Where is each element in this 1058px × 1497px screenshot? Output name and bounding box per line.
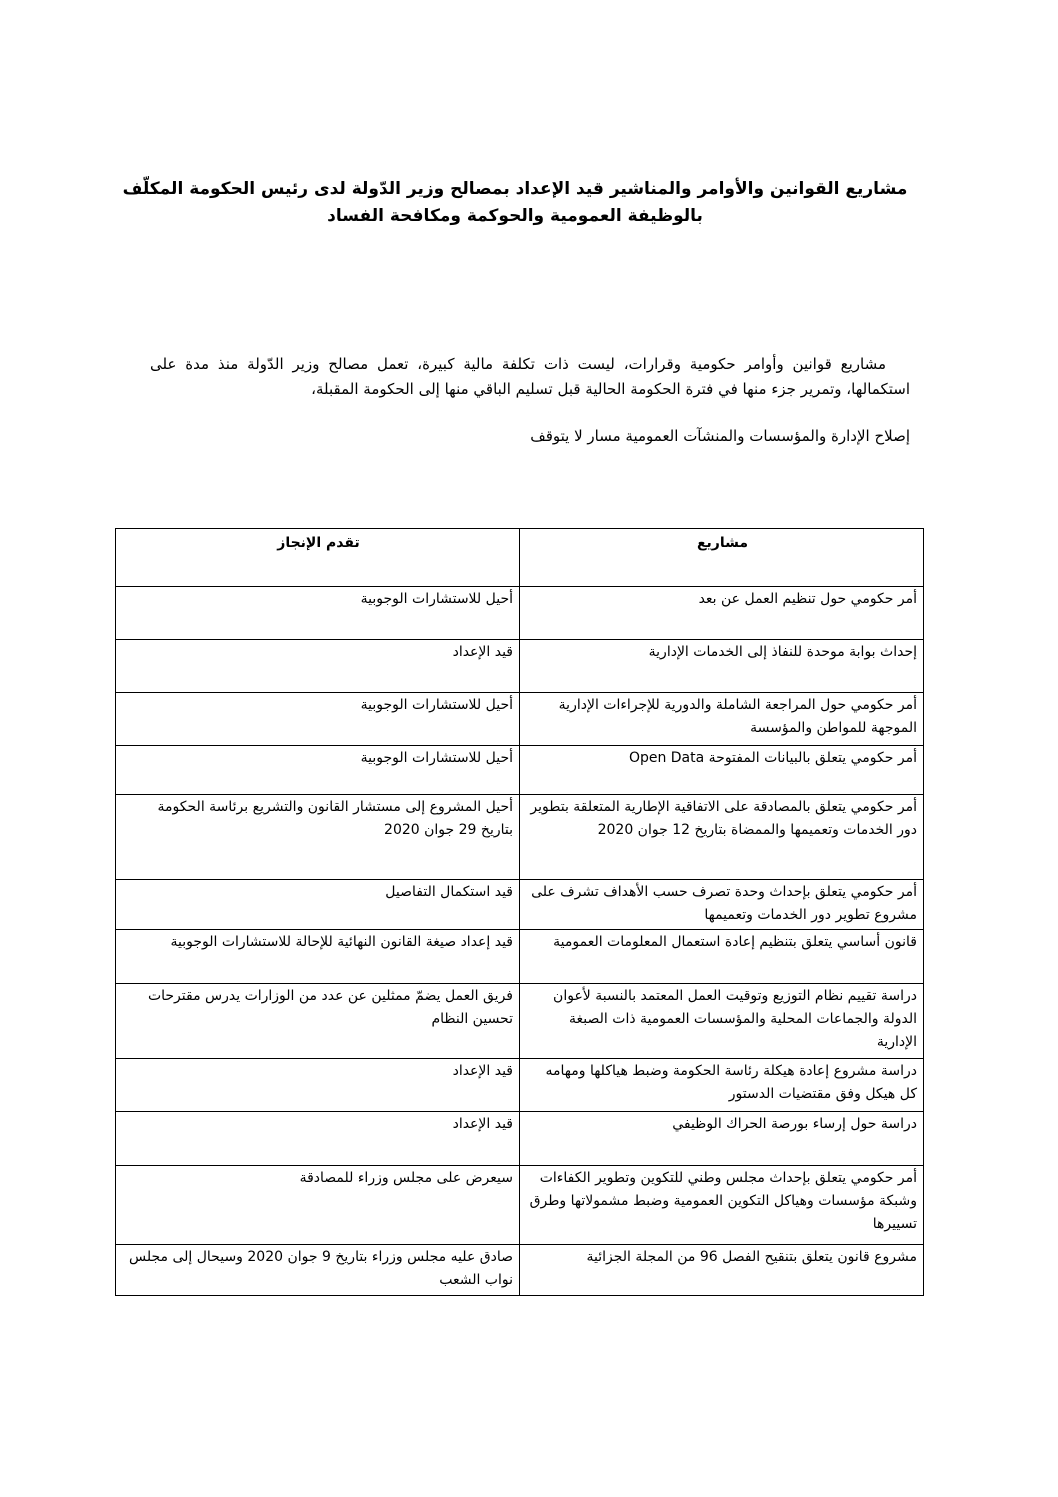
table-row — [116, 880, 924, 930]
table-row — [116, 1059, 924, 1112]
project-cell: دراسة مشروع إعادة هيكلة رئاسة الحكومة وضبط هياكلها ومهامه كل هيكل وفق مقتضيات الدستور — [520, 1059, 924, 1112]
header-projects: مشاريع — [520, 529, 924, 587]
table-row — [116, 746, 924, 795]
progress-cell: سيعرض على مجلس وزراء للمصادقة — [116, 1166, 520, 1245]
intro-paragraph-1: مشاريع قوانين وأوامر حكومية وقرارات، ليست ذات تكلفة مالية كبيرة، تعمل مصالح وزير الدّولة منذ مدة على استكمالها، وتمرير جزء منها في فترة الحكومة الحالية قبل تسليم الباقي منها إلى الحكومة المقبلة، — [150, 355, 910, 398]
table-row — [116, 1112, 924, 1166]
project-cell: أمر حكومي يتعلق بالمصادقة على الاتفاقية الإطارية المتعلقة بتطوير دور الخدمات وتعميمها والممضاة بتاريخ 12 جوان 2020 — [520, 795, 924, 880]
progress-cell: قيد استكمال التفاصيل — [116, 880, 520, 930]
project-cell: دراسة تقييم نظام التوزيع وتوقيت العمل المعتمد بالنسبة لأعوان الدولة والجماعات المحلية والمؤسسات العمومية ذات الصبغة الإدارية — [520, 984, 924, 1059]
table-row — [116, 795, 924, 880]
intro-paragraph-2: إصلاح الإدارة والمؤسسات والمنشآت العمومية مسار لا يتوقف — [530, 427, 910, 445]
project-cell: أمر حكومي حول تنظيم العمل عن بعد — [520, 587, 924, 640]
table-row — [116, 640, 924, 693]
project-cell: أمر حكومي يتعلق بالبيانات المفتوحة Open Data — [520, 746, 924, 795]
project-cell: مشروع قانون يتعلق بتنقيح الفصل 96 من المجلة الجزائية — [520, 1245, 924, 1296]
progress-cell: أحيل المشروع إلى مستشار القانون والتشريع برئاسة الحكومة بتاريخ 29 جوان 2020 — [116, 795, 520, 880]
projects-table — [115, 528, 924, 1296]
progress-cell: أحيل للاستشارات الوجوبية — [116, 746, 520, 795]
progress-cell: قيد الإعداد — [116, 1112, 520, 1166]
progress-cell: قيد إعداد صيغة القانون النهائية للإحالة للاستشارات الوجوبية — [116, 930, 520, 984]
progress-cell: صادق عليه مجلس وزراء بتاريخ 9 جوان 2020 وسيحال إلى مجلس نواب الشعب — [116, 1245, 520, 1296]
document-title — [120, 176, 910, 230]
project-cell: دراسة حول إرساء بورصة الحراك الوظيفي — [520, 1112, 924, 1166]
table-row — [116, 930, 924, 984]
project-cell: إحداث بوابة موحدة للنفاذ إلى الخدمات الإدارية — [520, 640, 924, 693]
project-cell: أمر حكومي حول المراجعة الشاملة والدورية للإجراءات الإدارية الموجهة للمواطن والمؤسسة — [520, 693, 924, 746]
progress-cell: قيد الإعداد — [116, 1059, 520, 1112]
title-line-1: مشاريع القوانين والأوامر والمناشير قيد الإعداد بمصالح وزير الدّولة لدى رئيس الحكومة المكلّف — [122, 179, 908, 199]
title-line-2: بالوظيفة العمومية والحوكمة ومكافحة الفساد — [327, 206, 703, 226]
intro-section — [150, 352, 910, 449]
progress-cell: قيد الإعداد — [116, 640, 520, 693]
table-row — [116, 587, 924, 640]
project-cell: أمر حكومي يتعلق بإحداث مجلس وطني للتكوين وتطوير الكفاءات وشبكة مؤسسات وهياكل التكوين العمومية وضبط مشمولاتها وطرق تسييرها — [520, 1166, 924, 1245]
header-progress: تقدم الإنجاز — [116, 529, 520, 587]
progress-cell: أحيل للاستشارات الوجوبية — [116, 693, 520, 746]
project-cell: قانون أساسي يتعلق بتنظيم إعادة استعمال المعلومات العمومية — [520, 930, 924, 984]
progress-cell: فريق العمل يضمّ ممثلين عن عدد من الوزارات يدرس مقترحات تحسين النظام — [116, 984, 520, 1059]
table-header-row — [116, 529, 924, 587]
progress-cell: أحيل للاستشارات الوجوبية — [116, 587, 520, 640]
table-row — [116, 984, 924, 1059]
table-row — [116, 1245, 924, 1296]
table-row — [116, 1166, 924, 1245]
project-cell: أمر حكومي يتعلق بإحداث وحدة تصرف حسب الأهداف تشرف على مشروع تطوير دور الخدمات وتعميمها — [520, 880, 924, 930]
table-row — [116, 693, 924, 746]
